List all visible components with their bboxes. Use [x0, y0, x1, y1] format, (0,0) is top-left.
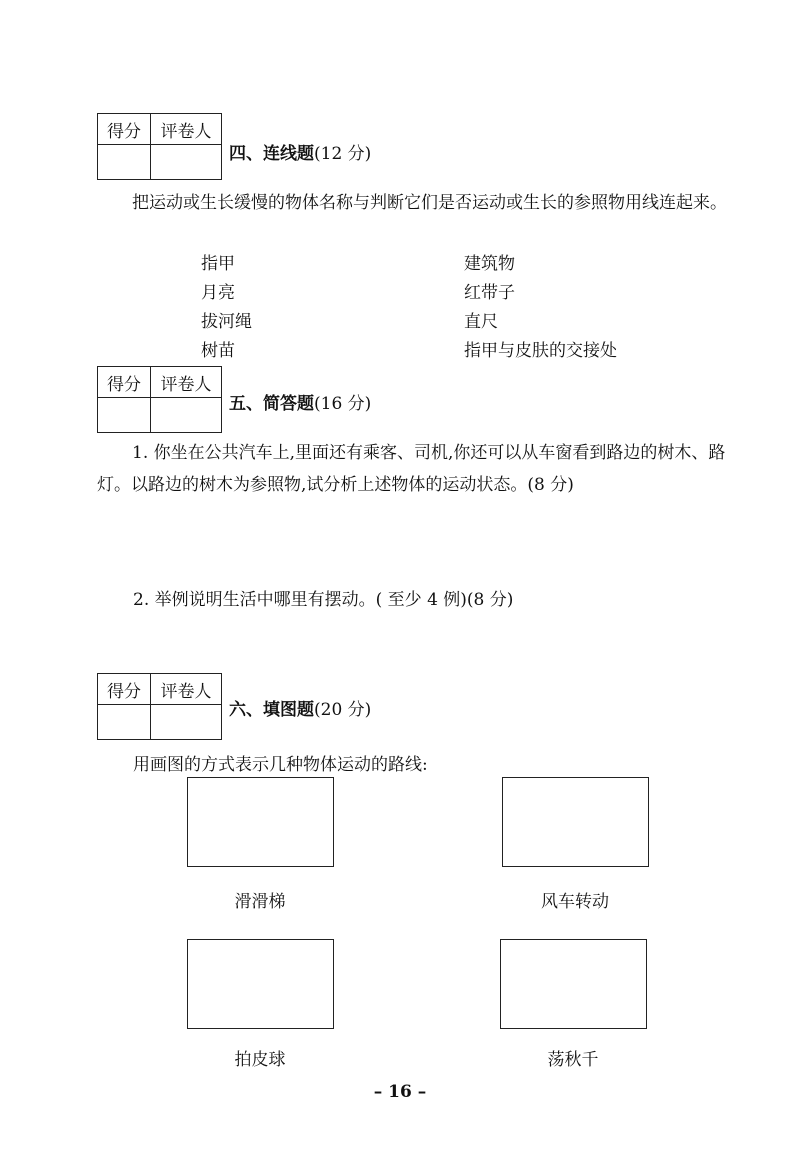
caption-swing: 荡秋千: [547, 1050, 599, 1070]
caption-windmill: 风车转动: [541, 892, 609, 912]
grader-label: 评卷人: [151, 114, 222, 145]
right-item-1: 建筑物: [464, 254, 515, 274]
grader-cell[interactable]: [151, 145, 222, 180]
score-cell[interactable]: [98, 145, 151, 180]
page-number: – 16 –: [373, 1082, 427, 1102]
left-item-1: 指甲: [201, 254, 235, 274]
left-item-2: 月亮: [201, 283, 235, 303]
drawing-box-slide[interactable]: [187, 777, 334, 867]
left-item-4: 树苗: [201, 341, 235, 361]
score-cell[interactable]: [98, 398, 151, 433]
section6-instruction: 用画图的方式表示几种物体运动的路线:: [133, 755, 428, 775]
question-1: 1. 你坐在公共汽车上,里面还有乘客、司机,你还可以从车窗看到路边的树木、路灯。以路边的树木为参照物,试分析上述物体的运动状态。(8 分): [97, 443, 726, 495]
drawing-box-swing[interactable]: [500, 939, 647, 1029]
right-item-2: 红带子: [464, 283, 515, 303]
section4-heading: [229, 139, 371, 164]
score-label: 得分: [98, 367, 151, 398]
score-label: 得分: [98, 674, 151, 705]
grader-label: 评卷人: [151, 367, 222, 398]
right-item-3: 直尺: [464, 312, 498, 332]
drawing-box-windmill[interactable]: [502, 777, 649, 867]
section6-heading: [229, 695, 371, 720]
section4-instruction: 把运动或生长缓慢的物体名称与判断它们是否运动或生长的参照物用线连起来。: [132, 193, 727, 213]
section6-points: (20 分): [314, 700, 372, 720]
score-label: 得分: [98, 114, 151, 145]
score-cell[interactable]: [98, 705, 151, 740]
grader-cell[interactable]: [151, 398, 222, 433]
section4-title: 四、连线题: [229, 144, 314, 164]
section5-points: (16 分): [314, 394, 372, 414]
score-table-section4: [97, 113, 222, 180]
drawing-box-ball[interactable]: [187, 939, 334, 1029]
score-table-section6: [97, 673, 222, 740]
grader-label: 评卷人: [151, 674, 222, 705]
caption-slide: 滑滑梯: [234, 892, 286, 912]
question-2: 2. 举例说明生活中哪里有摆动。( 至少 4 例)(8 分): [133, 590, 514, 610]
section4-points: (12 分): [314, 144, 372, 164]
section6-title: 六、填图题: [229, 700, 314, 720]
right-item-4: 指甲与皮肤的交接处: [464, 341, 617, 361]
section5-title: 五、简答题: [229, 394, 314, 414]
section5-heading: [229, 389, 371, 414]
left-item-3: 拔河绳: [201, 312, 252, 332]
caption-ball: 拍皮球: [234, 1050, 286, 1070]
grader-cell[interactable]: [151, 705, 222, 740]
score-table-section5: [97, 366, 222, 433]
